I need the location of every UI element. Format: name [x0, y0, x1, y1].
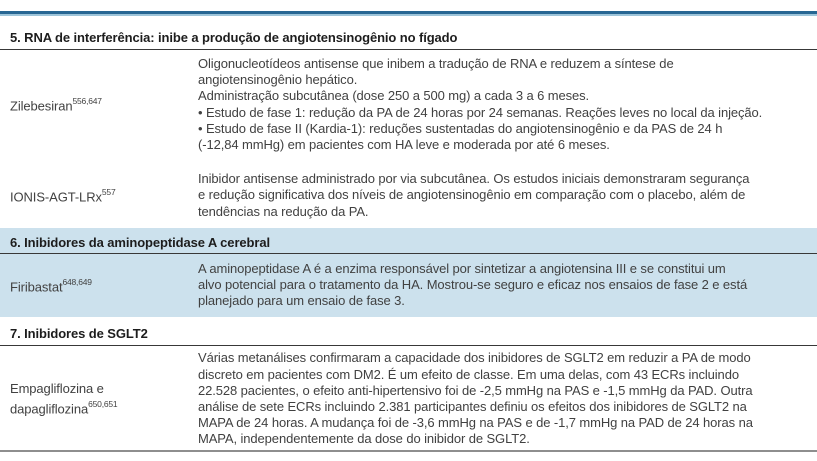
- description-line: angiotensinogênio hepático.: [198, 72, 358, 88]
- table-row-firibastat: [0, 254, 817, 318]
- description-line: MAPA, independentemente da dose do inibidor de SGLT2.: [198, 431, 530, 447]
- citation-superscript: 650,651: [88, 398, 118, 409]
- description-line: • Estudo de fase II (Kardia-1): reduções sustentadas do angiotensinogênio e da PAS de 24 h: [198, 120, 723, 136]
- section-aminopeptidase-a: [0, 228, 817, 318]
- description-line: tendências na redução da PA.: [198, 203, 369, 219]
- description-line: discreto em pacientes com DM2. É um efeito de classe. Em uma delas, com 43 ECRs incluindo: [198, 366, 739, 382]
- drug-name: Firibastat$^{648,649}$: [10, 276, 92, 295]
- table-row-ionis-agt-lrx: [0, 163, 817, 228]
- drug-description-cell: [198, 171, 817, 220]
- drug-description-cell: [198, 56, 817, 153]
- drug-name-cell: [0, 56, 198, 153]
- citation-superscript: 557: [101, 187, 116, 198]
- section-sglt2-inhibitors: [0, 317, 817, 449]
- description-line: MAPA de 24 horas. A mudança foi de -3,6 mmHg na PAS e de -1,7 mmHg na PAD de 24 horas na: [198, 415, 753, 431]
- description-line: planejado para um ensaio de fase 3.: [198, 293, 405, 309]
- drug-description-cell: [198, 350, 817, 447]
- description-line: Várias metanálises confirmaram a capacidade dos inibidores de SGLT2 em reduzir a PA de modo: [198, 350, 751, 366]
- drug-name: IONIS-AGT-LRx$^{557}$: [10, 187, 116, 205]
- drug-name-cell: [0, 261, 198, 310]
- citation-superscript: 556,647: [72, 96, 102, 107]
- description-line: Oligonucleotídeos antisense que inibem a tradução de RNA e reduzem a síntese de: [198, 56, 674, 71]
- description-line: • Estudo de fase 1: redução da PA de 24 horas por 24 semanas. Reações leves no local da injeção.: [198, 104, 763, 120]
- description-line: Inibidor antisense administrado por via subcutânea. Os estudos iniciais demonstraram segurança: [198, 171, 750, 187]
- section-rna-interference: [0, 16, 817, 228]
- description-line: e redução significativa dos níveis de angiotensinogênio em comparação com o placebo, além de: [198, 187, 746, 203]
- drug-name: Empagliflozina e dapagliflozina$^{650,651}$: [10, 380, 118, 417]
- section-header: 7. Inibidores de SGLT2: [0, 317, 817, 346]
- drug-name-cell: [0, 171, 198, 220]
- description-line: A aminopeptidase A é a enzima responsável por sintetizar a angiotensina III e se constitui um: [198, 260, 726, 276]
- description-line: alvo potencial para o tratamento da HA. Mostrou-se seguro e eficaz nos ensaios de fase 2 e está: [198, 277, 748, 293]
- section-header: 6. Inibidores da aminopeptidase A cerebral: [0, 228, 817, 254]
- description-line: Administração subcutânea (dose 250 a 500 mg) a cada 3 a 6 meses.: [198, 88, 590, 104]
- table-row-empagliflozina-dapagliflozina: [0, 346, 817, 449]
- section-header: 5. RNA de interferência: inibe a produção de angiotensinogênio no fígado: [0, 16, 817, 50]
- drug-description-cell: [198, 261, 817, 310]
- description-line: (-12,84 mmHg) em pacientes com HA leve e moderada por até 6 meses.: [198, 137, 610, 153]
- table-bottom-rule: [0, 450, 817, 452]
- description-line: análise de sete ECRs incluindo 2.381 participantes definiu os efeitos dos inibidores de SGLT2 na: [198, 399, 747, 415]
- citation-superscript: 648,649: [62, 276, 92, 287]
- drug-name: Zilebesiran$^{556,647}$: [10, 96, 102, 114]
- drug-name-cell: [0, 350, 198, 447]
- table-row-zilebesiran: [0, 50, 817, 163]
- description-line: 22.528 pacientes, o efeito anti-hipertensivo foi de -2,5 mmHg na PAS e -1,5 mmHg da PAD. Outra: [198, 382, 753, 398]
